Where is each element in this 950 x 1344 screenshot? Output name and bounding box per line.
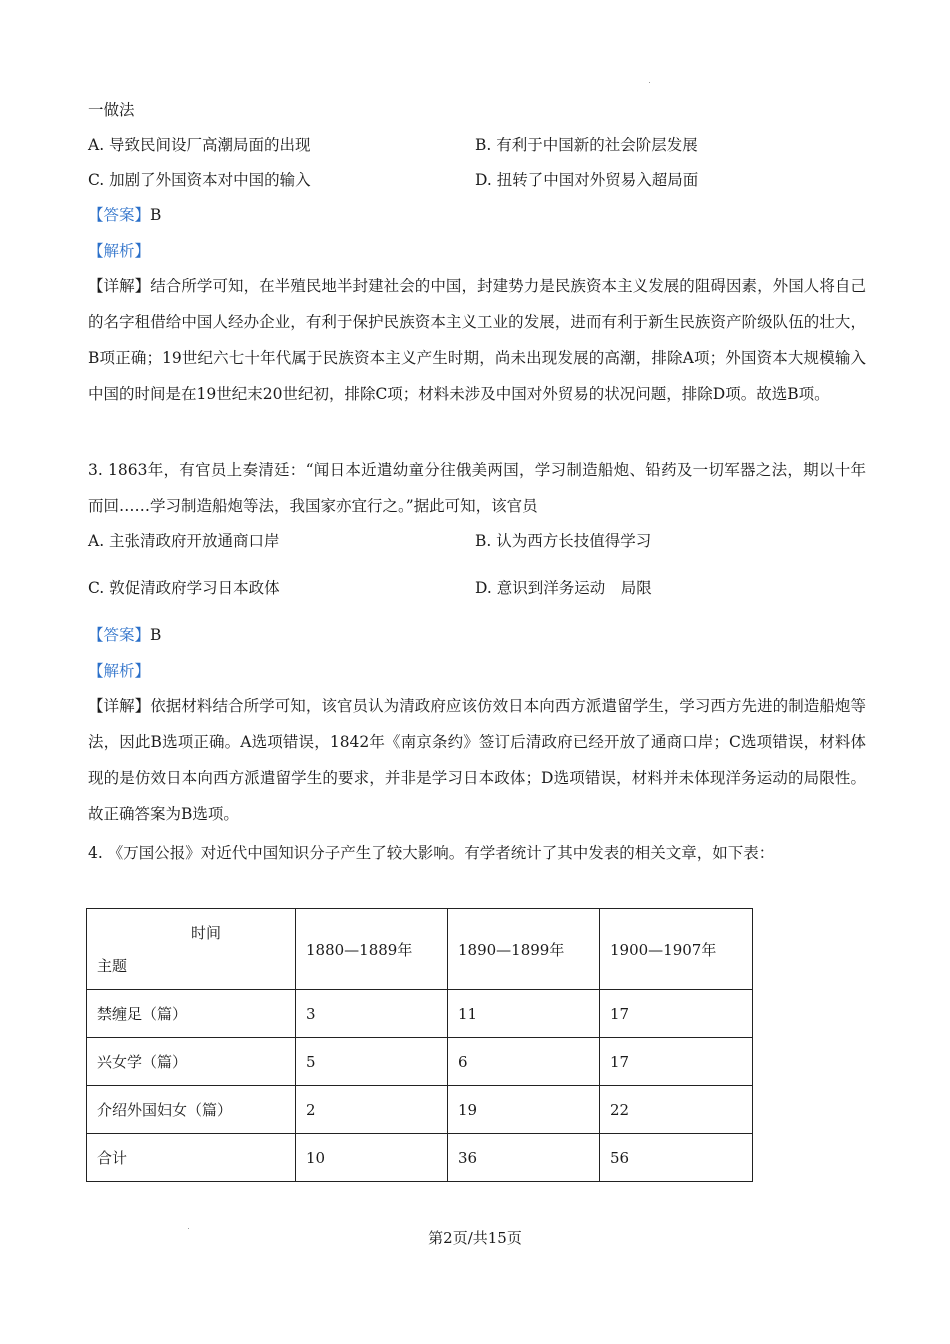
table-cell: 36 (448, 1134, 600, 1182)
q3-option-a: A. 主张清政府开放通商口岸 (88, 532, 280, 550)
table-row (87, 1134, 753, 1182)
table-cell: 19 (448, 1086, 600, 1134)
column-header: 1890—1899年 (448, 909, 600, 990)
analysis-tag: 【解析】 (88, 662, 151, 680)
column-header: 1900—1907年 (600, 909, 753, 990)
table-cell: 6 (448, 1038, 600, 1086)
table-row (87, 1038, 753, 1086)
q3-option-b: B. 认为西方长技值得学习 (475, 532, 652, 550)
table-cell: 10 (296, 1134, 448, 1182)
row-label: 合计 (87, 1134, 296, 1182)
table-row (87, 1086, 753, 1134)
q3-option-d: D. 意识到洋务运动 局限 (475, 579, 652, 597)
detail-tag: 【详解】 (88, 697, 151, 715)
table-cell: 3 (296, 990, 448, 1038)
q3-answer (88, 625, 161, 645)
table-cell: 11 (448, 990, 600, 1038)
q4-stem: 4. 《万国公报》对近代中国知识分子产生了较大影响。有学者统计了其中发表的相关文章，如下表： (88, 844, 775, 862)
q2-option-d: D. 扭转了中国对外贸易入超局面 (475, 171, 699, 189)
table-cell: 17 (600, 990, 753, 1038)
q2-detail (88, 268, 866, 412)
row-label: 兴女学（篇） (87, 1038, 296, 1086)
table-cell: 5 (296, 1038, 448, 1086)
detail-text: 依据材料结合所学可知，该官员认为清政府应该仿效日本向西方派遣留学生，学习西方先进的制造船炮等法，因此B选项正确。A选项错误，1842年《南京条约》签订后清政府已经开放了通商口岸；C选项错误，材料体现的是仿效日本向西方派遣留学生的要求，并非是学习日本政体；D选项错误，材料并未体现洋务运动的局限性。故正确答案为B选项。 (88, 697, 866, 823)
table-cell: 22 (600, 1086, 753, 1134)
q3-option-c: C. 敦促清政府学习日本政体 (88, 579, 280, 597)
detail-text: 结合所学可知，在半殖民地半封建社会的中国，封建势力是民族资本主义发展的阻碍因素，外国人将自己的名字租借给中国人经办企业，有利于保护民族资本主义工业的发展，进而有利于新生民族资产阶级队伍的壮大，B项正确；19世纪六七十年代属于民族资本主义产生时期，尚未出现发展的高潮，排除A项；外国资本大规模输入中国的时间是在19世纪末20世纪初，排除C项；材料未涉及中国对外贸易的状况问题，排除D项。故选B项。 (88, 277, 866, 403)
analysis-tag: 【解析】 (88, 242, 151, 260)
row-label: 禁缠足（篇） (87, 990, 296, 1038)
corner-time-label: 时间 (190, 924, 221, 942)
answer-value: B (150, 206, 162, 224)
stats-table (86, 908, 753, 1182)
answer-tag: 【答案】 (88, 206, 151, 224)
q2-option-b: B. 有利于中国新的社会阶层发展 (475, 136, 698, 154)
q3-detail (88, 688, 866, 832)
q2-option-a: A. 导致民间设厂高潮局面的出现 (88, 136, 311, 154)
answer-value: B (150, 626, 162, 644)
table-cell: 17 (600, 1038, 753, 1086)
table-cell: 56 (600, 1134, 753, 1182)
q3-analysis-tag (88, 661, 150, 681)
q2-analysis-tag (88, 241, 150, 261)
table-cell: 2 (296, 1086, 448, 1134)
table-header-row (87, 909, 753, 990)
page-footer: 第2页/共15页 (428, 1229, 522, 1247)
table-row (87, 990, 753, 1038)
q3-stem: 3. 1863年，有官员上奏清廷：“闻日本近遣幼童分往俄美两国，学习制造船炮、铅药及一切军器之法，期以十年而回……学习制造船炮等法，我国家亦宜行之。”据此可知，该官员 (88, 461, 866, 515)
q2-continuation: 一做法 (88, 101, 135, 119)
q2-option-c: C. 加剧了外国资本对中国的输入 (88, 171, 311, 189)
detail-tag: 【详解】 (88, 277, 151, 295)
scan-dot (649, 82, 650, 83)
corner-topic-label: 主题 (97, 957, 128, 975)
column-header: 1880—1889年 (296, 909, 448, 990)
answer-tag: 【答案】 (88, 626, 151, 644)
q2-answer (88, 205, 161, 225)
row-label: 介绍外国妇女（篇） (87, 1086, 296, 1134)
table-corner-cell (87, 909, 296, 990)
